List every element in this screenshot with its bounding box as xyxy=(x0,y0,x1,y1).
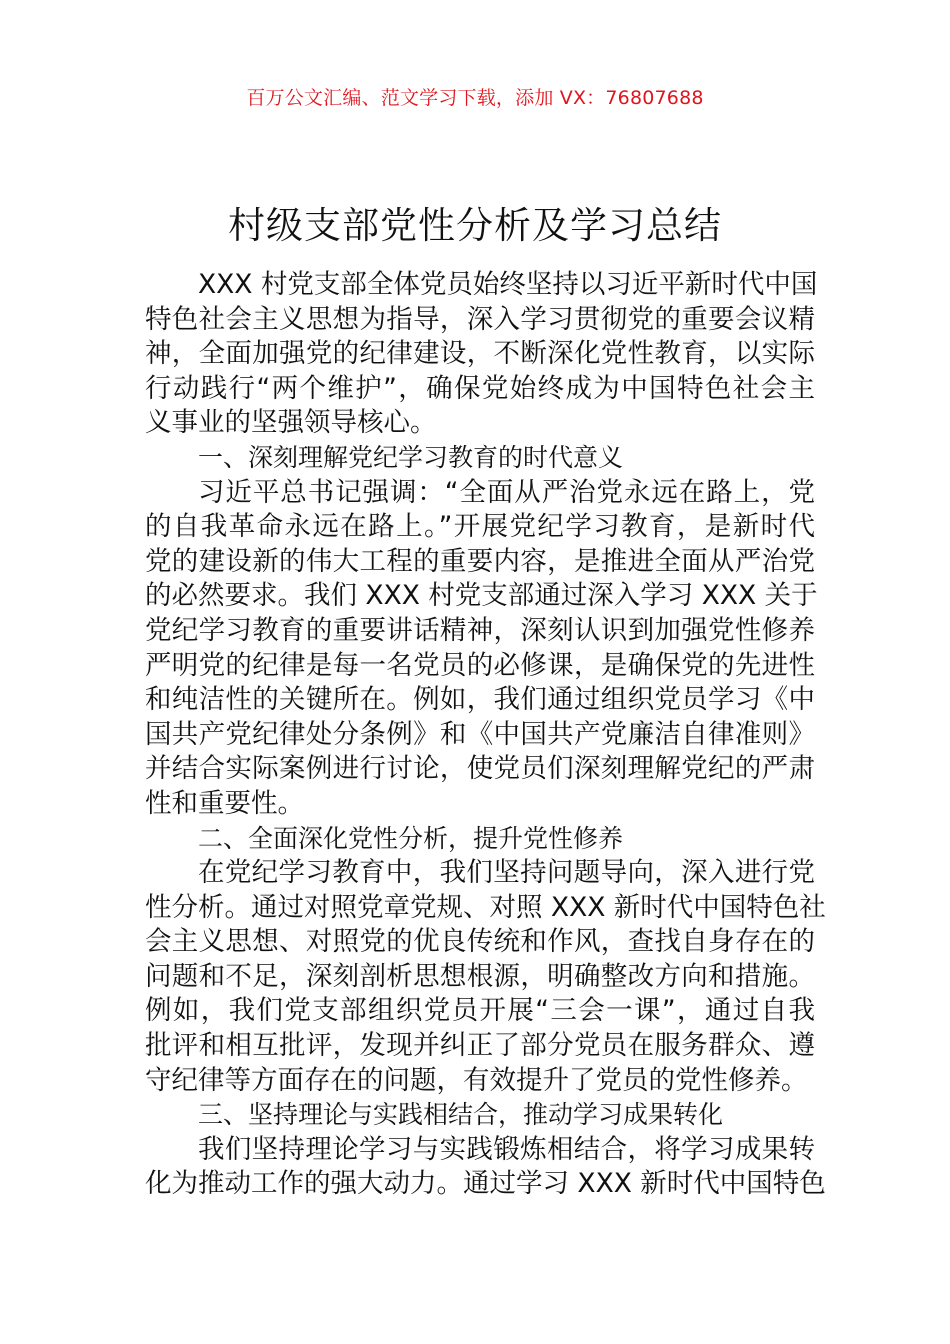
text-line: 的必然要求。我们 XXX 村党支部通过深入学习 XXX 关于 xyxy=(145,580,818,612)
text-line: 国共产党纪律处分条例》和《中国共产党廉洁自律准则》 xyxy=(145,718,815,750)
document-title: 村级支部党性分析及学习总结 xyxy=(228,203,722,247)
text-line: 和纯洁性的关键所在。例如，我们通过组织党员学习《中 xyxy=(145,684,815,716)
text-line: 性分析。通过对照党章党规、对照 XXX 新时代中国特色社 xyxy=(145,891,826,923)
text-line: 义事业的坚强领导核心。 xyxy=(145,407,437,439)
text-line: 党的建设新的伟大工程的重要内容，是推进全面从严治党 xyxy=(145,545,815,577)
header-note: 百万公文汇编、范文学习下载，添加 VX：76807688 xyxy=(246,87,704,109)
document-body xyxy=(145,268,826,1202)
text-line: 习近平总书记强调：“全面从严治党永远在路上，党 xyxy=(198,476,815,508)
text-line: 问题和不足，深刻剖析思想根源，明确整改方向和措施。 xyxy=(145,960,815,992)
text-line: 在党纪学习教育中，我们坚持问题导向，深入进行党 xyxy=(198,857,815,889)
section-heading-2: 二、全面深化党性分析，提升党性修养 xyxy=(198,823,624,853)
text-line: 例如，我们党支部组织党员开展“三会一课”，通过自我 xyxy=(145,995,815,1027)
text-line: 的自我革命永远在路上。”开展党纪学习教育，是新时代 xyxy=(145,511,815,543)
paragraph-section-3 xyxy=(145,1133,826,1202)
text-line: 我们坚持理论学习与实践锻炼相结合，将学习成果转 xyxy=(198,1133,815,1165)
text-line: 行动践行“两个维护”，确保党始终成为中国特色社会主 xyxy=(145,372,815,404)
paragraph-section-2 xyxy=(145,856,826,1098)
section-heading-1: 一、深刻理解党纪学习教育的时代意义 xyxy=(198,442,624,472)
paragraph-section-1 xyxy=(145,476,818,822)
text-line: 会主义思想、对照党的优良传统和作风，查找自身存在的 xyxy=(145,926,815,958)
text-line: 并结合实际案例进行讨论，使党员们深刻理解党纪的严肃 xyxy=(145,753,815,785)
text-line: 特色社会主义思想为指导，深入学习贯彻党的重要会议精 xyxy=(145,303,815,335)
text-line: 批评和相互批评，发现并纠正了部分党员在服务群众、遵 xyxy=(145,1030,815,1062)
text-line: 严明党的纪律是每一名党员的必修课，是确保党的先进性 xyxy=(145,649,815,681)
text-line: XXX 村党支部全体党员始终坚持以习近平新时代中国 xyxy=(198,269,818,300)
text-line: 性和重要性。 xyxy=(145,787,304,819)
text-line: 神，全面加强党的纪律建设，不断深化党性教育，以实际 xyxy=(145,338,815,370)
section-heading-3: 三、坚持理论与实践相结合，推动学习成果转化 xyxy=(198,1100,724,1130)
text-line: 守纪律等方面存在的问题，有效提升了党员的党性修养。 xyxy=(145,1064,808,1096)
text-line: 党纪学习教育的重要讲话精神，深刻认识到加强党性修养 xyxy=(145,614,815,646)
paragraph-intro xyxy=(145,268,818,441)
text-line: 化为推动工作的强大动力。通过学习 XXX 新时代中国特色 xyxy=(145,1168,826,1200)
